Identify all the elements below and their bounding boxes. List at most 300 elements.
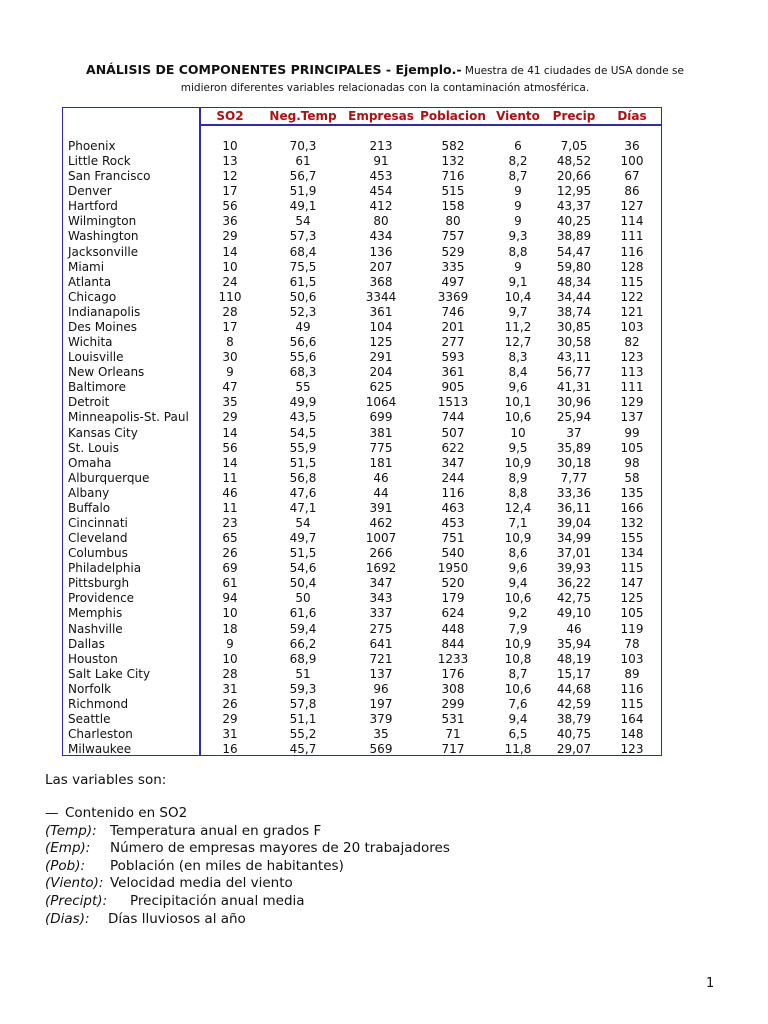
cell-neg-temp: 50 xyxy=(295,591,311,606)
table-row xyxy=(68,410,658,425)
cell-neg-temp: 61,5 xyxy=(289,274,317,289)
cell-neg-temp: 49,9 xyxy=(289,395,317,410)
cell-empresas: 775 xyxy=(369,440,393,455)
city-name: Pittsburgh xyxy=(68,576,130,591)
cell-dias: 115 xyxy=(620,561,644,576)
cell-neg-temp: 54 xyxy=(295,214,311,229)
cell-poblacion: 507 xyxy=(441,425,465,440)
table-header-separator xyxy=(199,124,662,126)
header-poblacion: Poblacion xyxy=(420,109,486,123)
cell-dias: 86 xyxy=(624,184,640,199)
cell-empresas: 137 xyxy=(369,666,393,681)
cell-neg-temp: 54 xyxy=(295,516,311,530)
city-name: Louisville xyxy=(68,350,124,365)
cell-dias: 123 xyxy=(620,742,644,757)
city-name: Omaha xyxy=(68,455,112,470)
cell-empresas: 412 xyxy=(369,199,393,214)
cell-dias: 114 xyxy=(620,214,644,229)
city-name: Philadelphia xyxy=(68,561,142,576)
cell-precip: 15,17 xyxy=(556,666,592,681)
cell-precip: 44,68 xyxy=(556,681,592,696)
city-name: Charleston xyxy=(68,727,133,742)
cell-neg-temp: 51,5 xyxy=(289,546,317,561)
table-row xyxy=(68,622,658,637)
cell-viento: 9,7 xyxy=(508,304,528,319)
cell-viento: 10,1 xyxy=(504,395,532,410)
header-dias: Días xyxy=(617,109,647,123)
cell-empresas: 91 xyxy=(373,154,389,169)
cell-neg-temp: 47,6 xyxy=(289,485,317,500)
cell-empresas: 368 xyxy=(369,274,393,289)
cell-empresas: 207 xyxy=(369,259,393,274)
cell-precip: 34,99 xyxy=(556,531,592,546)
cell-empresas: 347 xyxy=(369,576,393,591)
cell-so2: 29 xyxy=(222,410,238,425)
cell-poblacion: 624 xyxy=(441,606,465,621)
cell-poblacion: 453 xyxy=(441,516,465,530)
city-name: Wilmington xyxy=(68,214,137,229)
cell-so2: 14 xyxy=(222,244,238,259)
cell-neg-temp: 57,3 xyxy=(289,229,317,244)
cell-dias: 111 xyxy=(620,229,644,244)
table-row xyxy=(68,395,658,410)
cell-poblacion: 308 xyxy=(441,681,465,696)
cell-precip: 35,94 xyxy=(556,636,592,651)
cell-so2: 35 xyxy=(222,395,238,410)
cell-empresas: 337 xyxy=(369,606,393,621)
cell-precip: 7,05 xyxy=(560,139,588,153)
cell-poblacion: 520 xyxy=(441,576,465,591)
cell-poblacion: 176 xyxy=(441,666,465,681)
cell-poblacion: 361 xyxy=(441,365,465,380)
cell-viento: 10,4 xyxy=(504,289,532,304)
cell-precip: 34,44 xyxy=(556,289,592,304)
cell-dias: 155 xyxy=(620,531,644,546)
cell-neg-temp: 50,6 xyxy=(289,289,317,304)
city-name: Washington xyxy=(68,229,139,244)
cell-dias: 135 xyxy=(620,485,644,500)
cell-empresas: 104 xyxy=(369,319,393,334)
city-name: Alburquerque xyxy=(68,470,150,485)
cell-so2: 24 xyxy=(222,274,238,289)
table-row xyxy=(68,591,658,606)
table-row xyxy=(68,260,658,275)
city-name: St. Louis xyxy=(68,440,119,455)
cell-empresas: 699 xyxy=(369,410,393,425)
table-row xyxy=(68,441,658,456)
cell-viento: 8,2 xyxy=(508,154,528,169)
cell-so2: 56 xyxy=(222,440,238,455)
cell-empresas: 136 xyxy=(369,244,393,259)
cell-precip: 46 xyxy=(566,621,582,636)
table-row xyxy=(68,169,658,184)
cell-dias: 148 xyxy=(620,727,644,742)
cell-precip: 38,89 xyxy=(556,229,592,244)
cell-poblacion: 335 xyxy=(441,259,465,274)
cell-neg-temp: 47,1 xyxy=(289,500,317,515)
cell-precip: 35,89 xyxy=(556,440,592,455)
cell-dias: 127 xyxy=(620,199,644,214)
city-name: Columbus xyxy=(68,546,128,561)
cell-poblacion: 277 xyxy=(441,335,465,350)
cell-viento: 9,6 xyxy=(508,561,528,576)
variable-key: (Dias): xyxy=(45,911,90,927)
cell-neg-temp: 55,2 xyxy=(289,727,317,742)
title-rest: Muestra de 41 ciudades de USA donde se xyxy=(461,65,684,77)
cell-empresas: 96 xyxy=(373,681,389,696)
cell-so2: 10 xyxy=(222,606,238,621)
city-name: Kansas City xyxy=(68,425,138,440)
cell-poblacion: 529 xyxy=(441,244,465,259)
cell-empresas: 569 xyxy=(369,742,393,757)
cell-so2: 26 xyxy=(222,546,238,561)
variable-description: Número de empresas mayores de 20 trabajadores xyxy=(110,840,450,856)
cell-neg-temp: 59,4 xyxy=(289,621,317,636)
city-name: Minneapolis-St. Paul xyxy=(68,410,189,425)
cell-neg-temp: 51,5 xyxy=(289,455,317,470)
cell-empresas: 453 xyxy=(369,169,393,184)
cell-viento: 9 xyxy=(514,184,522,199)
cell-dias: 67 xyxy=(624,169,640,184)
table-row xyxy=(68,682,658,697)
cell-neg-temp: 50,4 xyxy=(289,576,317,591)
cell-poblacion: 582 xyxy=(441,139,465,153)
cell-neg-temp: 56,7 xyxy=(289,169,317,184)
city-name: Buffalo xyxy=(68,500,111,515)
city-name: Indianapolis xyxy=(68,304,141,319)
variable-description: Temperatura anual en grados F xyxy=(110,823,322,839)
city-name: Norfolk xyxy=(68,681,112,696)
cell-poblacion: 515 xyxy=(441,184,465,199)
cell-precip: 25,94 xyxy=(556,410,592,425)
cell-viento: 10 xyxy=(510,425,526,440)
table-row xyxy=(68,214,658,229)
cell-dias: 119 xyxy=(620,621,644,636)
cell-precip: 43,11 xyxy=(556,350,592,365)
variable-description: Contenido en SO2 xyxy=(65,805,188,821)
cell-viento: 12,7 xyxy=(504,335,532,350)
cell-precip: 30,85 xyxy=(556,319,592,334)
city-name: Little Rock xyxy=(68,154,131,169)
cell-neg-temp: 54,6 xyxy=(289,561,317,576)
cell-dias: 134 xyxy=(620,546,644,561)
table-row xyxy=(68,667,658,682)
header-empresas: Empresas xyxy=(348,109,414,123)
cell-dias: 105 xyxy=(620,606,644,621)
cell-so2: 30 xyxy=(222,350,238,365)
cell-dias: 115 xyxy=(620,274,644,289)
header-so2: SO2 xyxy=(216,109,244,123)
cell-dias: 166 xyxy=(620,500,644,515)
city-name: Cincinnati xyxy=(68,516,128,530)
cell-empresas: 204 xyxy=(369,365,393,380)
cell-neg-temp: 75,5 xyxy=(289,259,317,274)
cell-precip: 36,11 xyxy=(556,500,592,515)
table-row xyxy=(68,380,658,395)
cell-so2: 69 xyxy=(222,561,238,576)
cell-viento: 10,6 xyxy=(504,591,532,606)
cell-precip: 30,96 xyxy=(556,395,592,410)
cell-empresas: 454 xyxy=(369,184,393,199)
cell-so2: 31 xyxy=(222,681,238,696)
cell-neg-temp: 49 xyxy=(295,319,311,334)
header-neg-temp: Neg.Temp xyxy=(269,109,337,123)
cell-poblacion: 116 xyxy=(441,485,465,500)
cell-viento: 9 xyxy=(514,214,522,229)
cell-so2: 10 xyxy=(222,651,238,666)
variable-definition xyxy=(45,874,293,892)
cell-viento: 8,7 xyxy=(508,169,528,184)
city-name: Wichita xyxy=(68,335,113,350)
cell-viento: 8,8 xyxy=(508,244,528,259)
cell-poblacion: 1950 xyxy=(437,561,469,576)
table-row xyxy=(68,426,658,441)
cell-poblacion: 132 xyxy=(441,154,465,169)
cell-neg-temp: 56,8 xyxy=(289,470,317,485)
variable-key: (Temp): xyxy=(45,823,97,839)
cell-dias: 105 xyxy=(620,440,644,455)
variable-key: (Pob): xyxy=(45,858,86,874)
table-row xyxy=(68,471,658,486)
table-row xyxy=(68,365,658,380)
city-name: Hartford xyxy=(68,199,118,214)
cell-dias: 115 xyxy=(620,696,644,711)
cell-viento: 9 xyxy=(514,259,522,274)
table-row xyxy=(68,184,658,199)
cell-dias: 121 xyxy=(620,304,644,319)
cell-dias: 100 xyxy=(620,154,644,169)
variable-definition xyxy=(45,892,305,910)
cell-empresas: 80 xyxy=(373,214,389,229)
cell-empresas: 125 xyxy=(369,335,393,350)
cell-precip: 48,19 xyxy=(556,651,592,666)
cell-viento: 10,9 xyxy=(504,455,532,470)
header-viento: Viento xyxy=(496,109,540,123)
title-line2: midieron diferentes variables relacionadas con la contaminación atmosférica. xyxy=(180,82,590,94)
table-row xyxy=(68,290,658,305)
cell-neg-temp: 57,8 xyxy=(289,696,317,711)
table-row xyxy=(68,350,658,365)
city-name: Chicago xyxy=(68,289,117,304)
cell-poblacion: 299 xyxy=(441,696,465,711)
cell-viento: 7,1 xyxy=(508,516,528,530)
cell-so2: 17 xyxy=(222,184,238,199)
table-row xyxy=(68,712,658,727)
cell-poblacion: 593 xyxy=(441,350,465,365)
cell-neg-temp: 49,7 xyxy=(289,531,317,546)
cell-viento: 8,6 xyxy=(508,546,528,561)
cell-viento: 8,8 xyxy=(508,485,528,500)
cell-poblacion: 746 xyxy=(441,304,465,319)
cell-so2: 9 xyxy=(226,365,234,380)
cell-empresas: 361 xyxy=(369,304,393,319)
cell-empresas: 275 xyxy=(369,621,393,636)
cell-precip: 37,01 xyxy=(556,546,592,561)
cell-neg-temp: 61,6 xyxy=(289,606,317,621)
cell-empresas: 197 xyxy=(369,696,393,711)
cell-so2: 12 xyxy=(222,169,238,184)
city-name: Miami xyxy=(68,259,105,274)
cell-empresas: 1064 xyxy=(365,395,397,410)
cell-viento: 9,2 xyxy=(508,606,528,621)
table-row xyxy=(68,576,658,591)
cell-so2: 29 xyxy=(222,229,238,244)
cell-dias: 128 xyxy=(620,259,644,274)
cell-poblacion: 531 xyxy=(441,712,465,727)
cell-precip: 40,25 xyxy=(556,214,592,229)
cell-empresas: 343 xyxy=(369,591,393,606)
cell-precip: 40,75 xyxy=(556,727,592,742)
cell-dias: 111 xyxy=(620,380,644,395)
cell-viento: 7,9 xyxy=(508,621,528,636)
cell-dias: 98 xyxy=(624,455,640,470)
cell-so2: 11 xyxy=(222,470,238,485)
cell-empresas: 291 xyxy=(369,350,393,365)
cell-neg-temp: 45,7 xyxy=(289,742,317,757)
cell-poblacion: 1513 xyxy=(437,395,469,410)
cell-precip: 20,66 xyxy=(556,169,592,184)
cell-empresas: 35 xyxy=(373,727,389,742)
cell-empresas: 721 xyxy=(369,651,393,666)
cell-poblacion: 1233 xyxy=(437,651,469,666)
cell-dias: 129 xyxy=(620,395,644,410)
cell-empresas: 213 xyxy=(369,139,393,153)
cell-so2: 9 xyxy=(226,636,234,651)
cell-precip: 36,22 xyxy=(556,576,592,591)
cell-viento: 6,5 xyxy=(508,727,528,742)
table-row xyxy=(68,742,658,757)
cell-dias: 58 xyxy=(624,470,640,485)
cell-precip: 38,74 xyxy=(556,304,592,319)
cell-dias: 122 xyxy=(620,289,644,304)
table-row xyxy=(68,637,658,652)
cell-so2: 18 xyxy=(222,621,238,636)
cell-so2: 28 xyxy=(222,666,238,681)
cell-so2: 31 xyxy=(222,727,238,742)
cell-precip: 56,77 xyxy=(556,365,592,380)
cell-precip: 33,36 xyxy=(556,485,592,500)
city-name: Phoenix xyxy=(68,139,116,153)
cell-so2: 110 xyxy=(218,289,242,304)
cell-so2: 11 xyxy=(222,500,238,515)
cell-precip: 42,59 xyxy=(556,696,592,711)
cell-poblacion: 244 xyxy=(441,470,465,485)
table-row xyxy=(68,335,658,350)
cell-empresas: 434 xyxy=(369,229,393,244)
cell-precip: 43,37 xyxy=(556,199,592,214)
cell-neg-temp: 54,5 xyxy=(289,425,317,440)
city-name: Atlanta xyxy=(68,274,112,289)
cell-empresas: 625 xyxy=(369,380,393,395)
cell-precip: 39,93 xyxy=(556,561,592,576)
cell-dias: 82 xyxy=(624,335,640,350)
cell-viento: 10,6 xyxy=(504,410,532,425)
title-bold: ANÁLISIS DE COMPONENTES PRINCIPALES - Ejemplo.- xyxy=(86,62,462,77)
cell-precip: 30,18 xyxy=(556,455,592,470)
cell-dias: 125 xyxy=(620,591,644,606)
table-row xyxy=(68,139,658,154)
variable-key: (Emp): xyxy=(45,840,91,856)
table-row xyxy=(68,154,658,169)
city-name: Cleveland xyxy=(68,531,128,546)
cell-so2: 28 xyxy=(222,304,238,319)
cell-neg-temp: 49,1 xyxy=(289,199,317,214)
cell-neg-temp: 55 xyxy=(295,380,311,395)
cell-poblacion: 717 xyxy=(441,742,465,757)
cell-viento: 9 xyxy=(514,199,522,214)
cell-poblacion: 71 xyxy=(445,727,461,742)
cell-poblacion: 158 xyxy=(441,199,465,214)
cell-neg-temp: 51,9 xyxy=(289,184,317,199)
variable-definition xyxy=(45,910,246,928)
cell-viento: 8,4 xyxy=(508,365,528,380)
table-row xyxy=(68,320,658,335)
cell-viento: 6 xyxy=(514,139,522,153)
cell-empresas: 462 xyxy=(369,516,393,530)
cell-dias: 164 xyxy=(620,712,644,727)
cell-so2: 29 xyxy=(222,712,238,727)
city-name: Nashville xyxy=(68,621,123,636)
cell-precip: 49,10 xyxy=(556,606,592,621)
cell-so2: 65 xyxy=(222,531,238,546)
cell-viento: 9,4 xyxy=(508,576,528,591)
city-name: Richmond xyxy=(68,696,129,711)
header-precip: Precip xyxy=(552,109,596,123)
cell-empresas: 44 xyxy=(373,485,389,500)
table-row xyxy=(68,697,658,712)
cell-so2: 23 xyxy=(222,516,238,530)
document-title xyxy=(60,62,710,96)
cell-neg-temp: 43,5 xyxy=(289,410,317,425)
table-row xyxy=(68,652,658,667)
cell-poblacion: 448 xyxy=(441,621,465,636)
cell-dias: 123 xyxy=(620,350,644,365)
cell-dias: 78 xyxy=(624,636,640,651)
cell-dias: 113 xyxy=(620,365,644,380)
cell-dias: 132 xyxy=(620,516,644,530)
cell-empresas: 266 xyxy=(369,546,393,561)
cell-so2: 17 xyxy=(222,319,238,334)
cell-empresas: 181 xyxy=(369,455,393,470)
city-name: Seattle xyxy=(68,712,111,727)
cell-so2: 36 xyxy=(222,214,238,229)
cell-empresas: 1692 xyxy=(365,561,397,576)
cell-poblacion: 757 xyxy=(441,229,465,244)
cell-viento: 11,8 xyxy=(504,742,532,757)
cell-viento: 9,4 xyxy=(508,712,528,727)
table-row xyxy=(68,546,658,561)
city-name: San Francisco xyxy=(68,169,151,184)
cell-viento: 10,6 xyxy=(504,681,532,696)
cell-poblacion: 622 xyxy=(441,440,465,455)
cell-precip: 29,07 xyxy=(556,742,592,757)
city-name: Dallas xyxy=(68,636,105,651)
cell-viento: 9,1 xyxy=(508,274,528,289)
cell-poblacion: 744 xyxy=(441,410,465,425)
city-name: Jacksonville xyxy=(68,244,139,259)
table-row xyxy=(68,486,658,501)
cell-empresas: 46 xyxy=(373,470,389,485)
variable-definition xyxy=(45,822,321,840)
cell-so2: 10 xyxy=(222,259,238,274)
cell-viento: 10,9 xyxy=(504,636,532,651)
cell-so2: 14 xyxy=(222,455,238,470)
cell-viento: 11,2 xyxy=(504,319,532,334)
cell-dias: 103 xyxy=(620,651,644,666)
cell-dias: 137 xyxy=(620,410,644,425)
table-row xyxy=(68,606,658,621)
city-name: Milwaukee xyxy=(68,742,132,757)
